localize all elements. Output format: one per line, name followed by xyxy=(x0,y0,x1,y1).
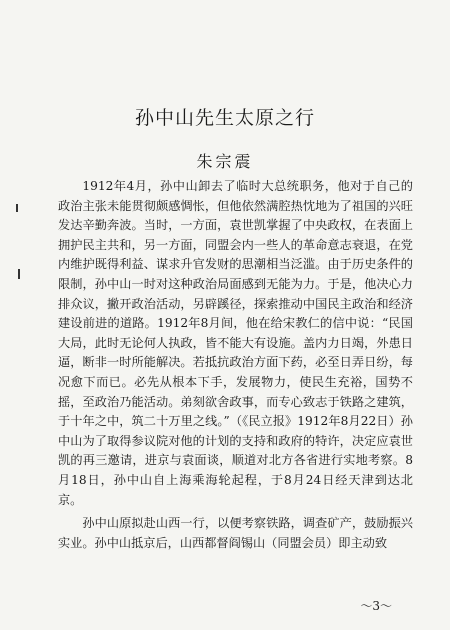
binding-mark xyxy=(16,204,18,212)
page-number: ～3～ xyxy=(360,599,392,613)
paragraph: 孙中山原拟赴山西一行，以便考察铁路，调查矿产，鼓励振兴实业。孙中山抵京后，山西都督阎锡山（同盟会员）即主动致 xyxy=(58,516,413,550)
author-name: 朱宗震 xyxy=(196,152,254,171)
paragraph: 1912年4月，孙中山卸去了临时大总统职务，他对于自己的政治主张未能贯彻颇感惆怅，但他依然满腔热忱地为了祖国的兴旺发达辛勤奔波。当时，一方面，袁世凯掌握了中央政权，在表面上拥护民主共和，另一方面，同盟会内一些人的革命意志衰退，在党内维护既得利益、谋求升官发财的思潮相当泛滥。由于历史条件的限制，孙中山一时对这种政治局面感到无能为力。于是，他决心力排众议，撇开政治活动，另辟蹊径，探索推动中国民主政治和经济建设前进的道路。1912年8月间，他在给宋教仁的信中说：“民国大局，此时无论何人执政，皆不能大有设施。盖内力日竭，外患日逼，断非一时所能解决。若抵抗政治方面下药，必至日弄日纷，每况愈下而已。必先从根本下手，发展物力，使民生充裕，国势不摇，至政治乃能活动。弟刻欲舍政事，而专心致志于铁路之建筑，于十年之中，筑二十万里之线。”（《民立报》1912年8月22日）孙中山为了取得参议院对他的计划的支持和政府的特许，决定应袁世凯的再三邀请，进京与袁面谈，顺道对北方各省进行实地考察。8月18日，孙中山自上海乘海轮起程，于8月24日经天津到达北京。 xyxy=(58,179,413,507)
article-body xyxy=(58,177,413,553)
binding-mark xyxy=(18,269,20,279)
article-title: 孙中山先生太原之行 xyxy=(134,107,315,129)
